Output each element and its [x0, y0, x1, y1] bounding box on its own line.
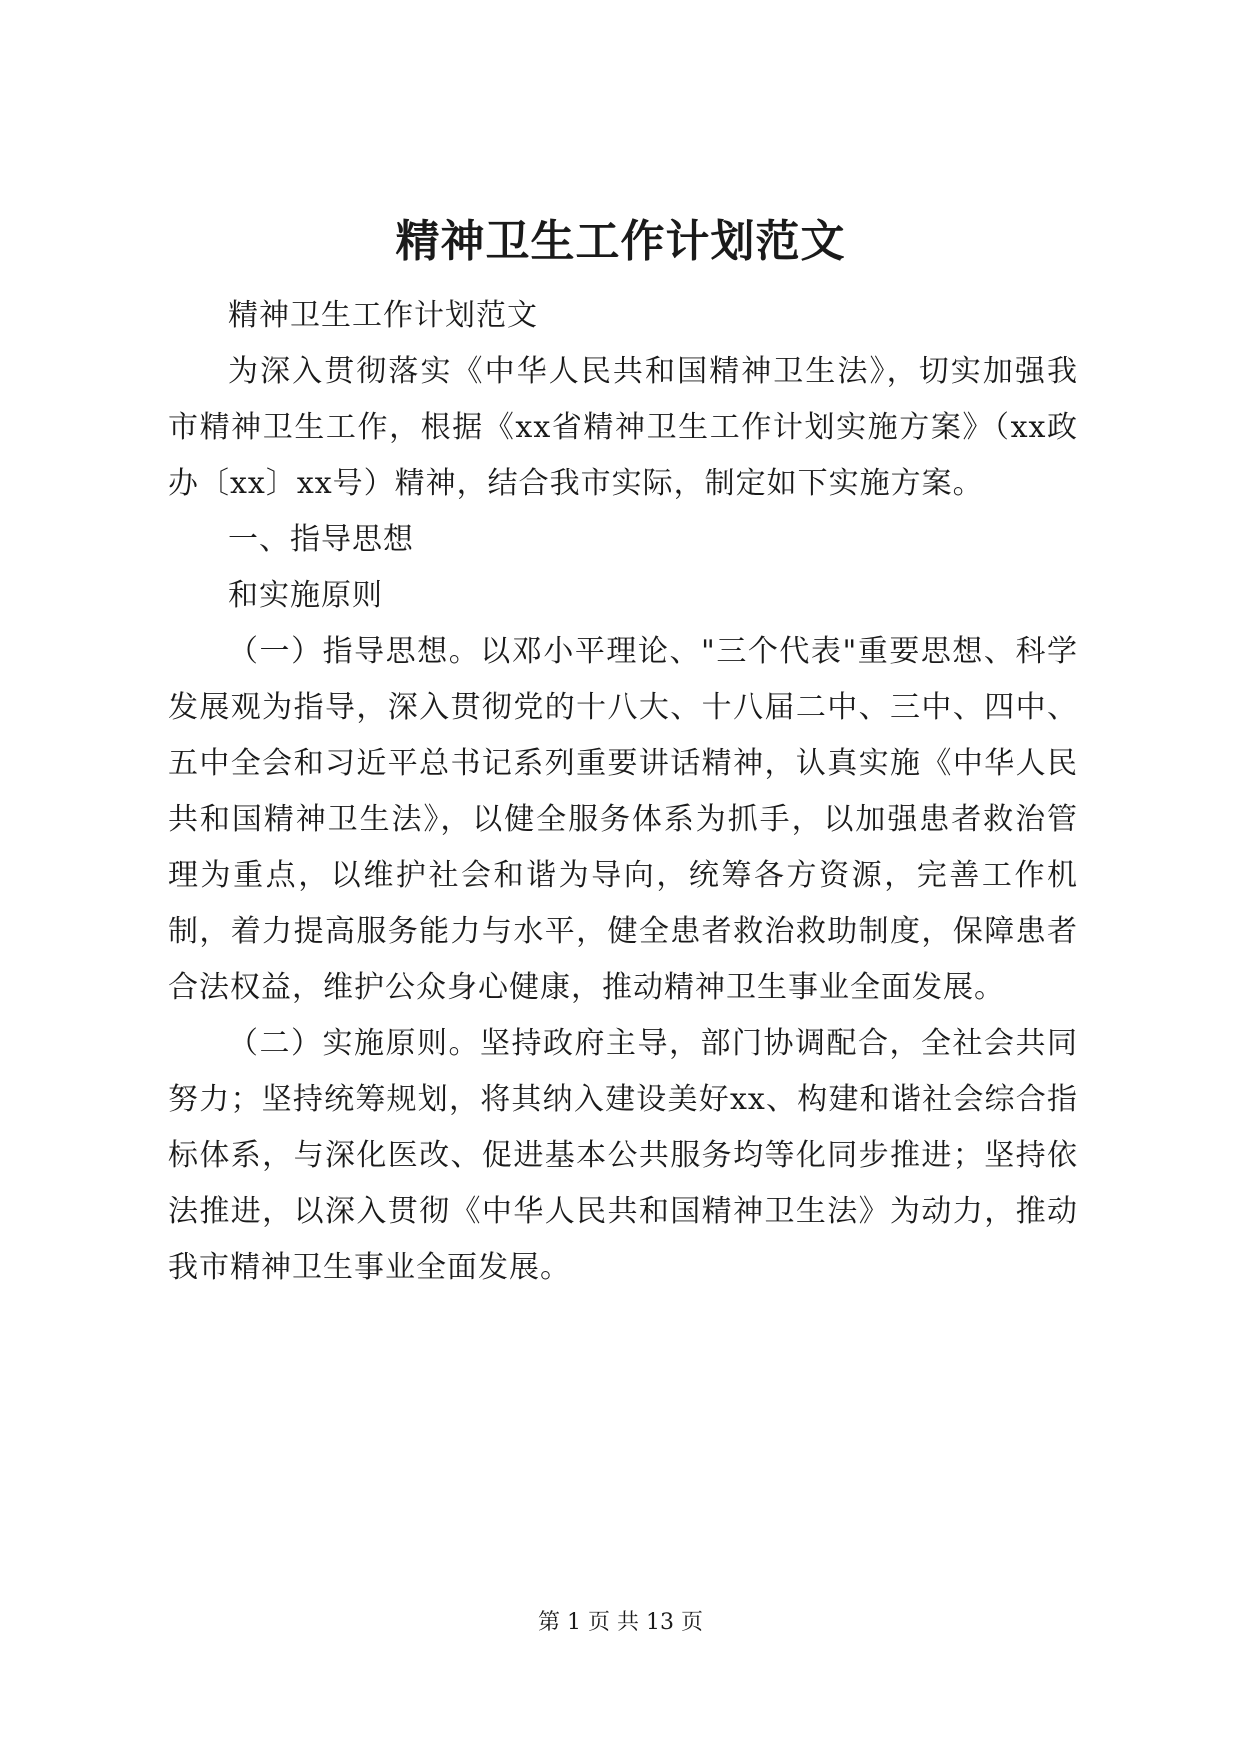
- paragraph-subtitle: 精神卫生工作计划范文: [228, 298, 538, 333]
- document-title: 精神卫生工作计划范文: [395, 216, 846, 267]
- paragraph-principles: （二）实施原则。坚持政府主导，部门协调配合，全社会共同努力；坚持统筹规划，将其纳入建设美好xx、构建和谐社会综合指标体系，与深化医改、促进基本公共服务均等化同步推进；坚持依法推进，以深入贯彻《中华人民共和国精神卫生法》为动力，推动我市精神卫生事业全面发展。: [168, 1026, 1078, 1285]
- paragraph-intro: 为深入贯彻落实《中华人民共和国精神卫生法》，切实加强我市精神卫生工作，根据《xx省精神卫生工作计划实施方案》（xx政办〔xx〕xx号）精神，结合我市实际，制定如下实施方案。: [168, 354, 1078, 501]
- document-body: [168, 288, 1078, 1296]
- section-heading-1-cont: 和实施原则: [228, 578, 383, 613]
- paragraph-guiding-thought: （一）指导思想。以邓小平理论、"三个代表"重要思想、科学发展观为指导，深入贯彻党的十八大、十八届二中、三中、四中、五中全会和习近平总书记系列重要讲话精神，认真实施《中华人民共和国精神卫生法》，以健全服务体系为抓手，以加强患者救治管理为重点，以维护社会和谐为导向，统筹各方资源，完善工作机制，着力提高服务能力与水平，健全患者救治救助制度，保障患者合法权益，维护公众身心健康，推动精神卫生事业全面发展。: [168, 634, 1078, 1005]
- section-heading-1: 一、指导思想: [228, 522, 414, 557]
- page-footer: 第 1 页 共 13 页: [538, 1610, 703, 1635]
